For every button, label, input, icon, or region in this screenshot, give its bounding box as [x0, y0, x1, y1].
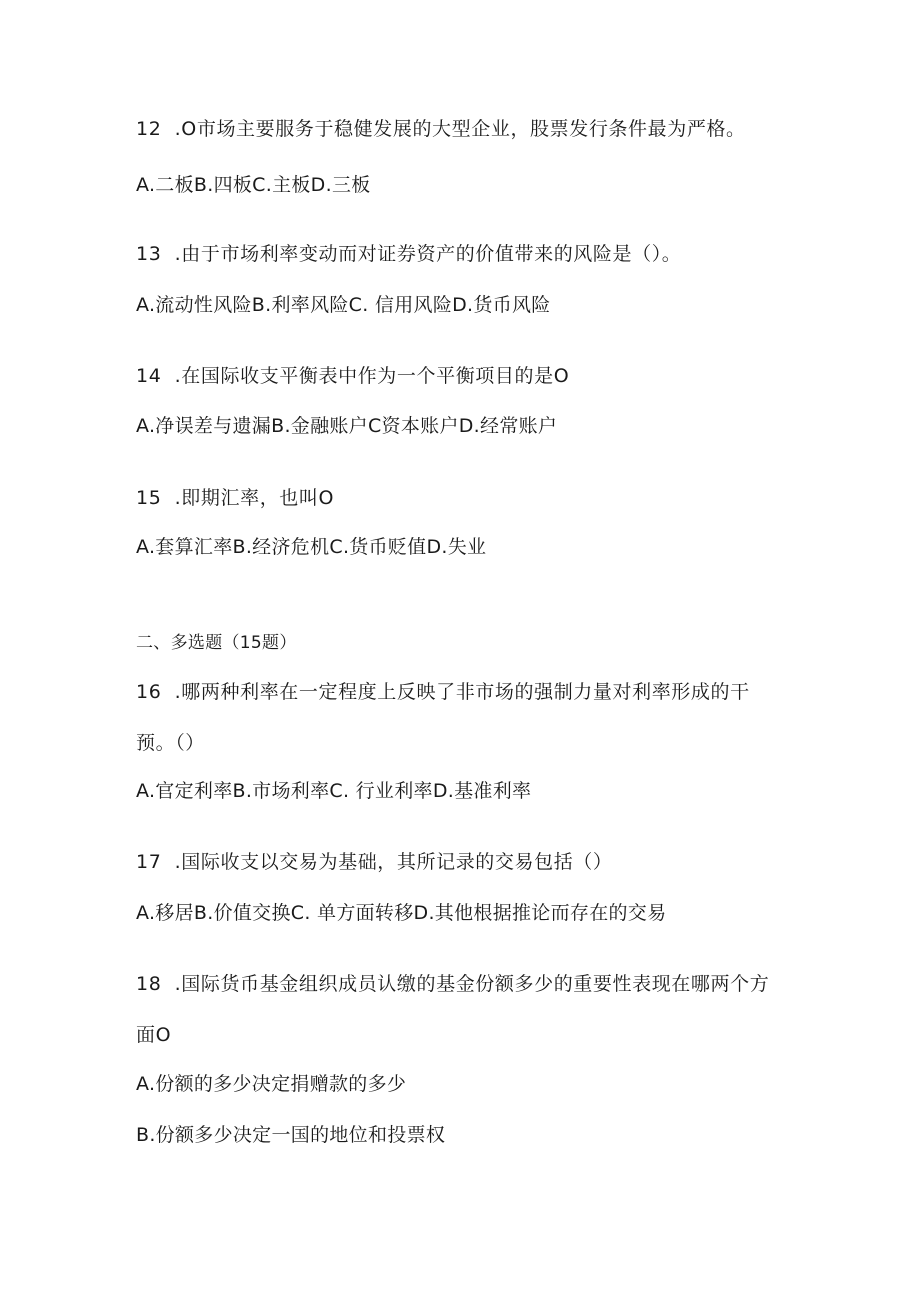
question-13-options: A.流动性风险B.利率风险C. 信用风险D.货币风险 — [136, 294, 551, 316]
question-18-option-a: A.份额的多少决定捐赠款的多少 — [136, 1073, 407, 1095]
question-12-stem: 12 .O市场主要服务于稳健发展的大型企业，股票发行条件最为严格。 — [136, 118, 746, 140]
question-14-options: A.净误差与遗漏B.金融账户C资本账户D.经常账户 — [136, 415, 558, 437]
question-13-stem: 13 .由于市场利率变动而对证券资产的价值带来的风险是（）。 — [136, 243, 682, 265]
question-12-options: A.二板B.四板C.主板D.三板 — [136, 174, 371, 196]
question-18-stem-line2: 面O — [136, 1024, 172, 1046]
question-16-stem-line1: 16 .哪两种利率在一定程度上反映了非市场的强制力量对利率形成的干 — [136, 681, 750, 703]
question-14-stem: 14 .在国际收支平衡表中作为一个平衡项目的是O — [136, 365, 570, 387]
question-17-options: A.移居B.价值交换C. 单方面转移D.其他根据推论而存在的交易 — [136, 902, 667, 924]
question-18-stem-line1: 18 .国际货币基金组织成员认缴的基金份额多少的重要性表现在哪两个方 — [136, 973, 770, 995]
question-18-option-b: B.份额多少决定一国的地位和投票权 — [136, 1124, 446, 1146]
question-16-options: A.官定利率B.市场利率C. 行业利率D.基准利率 — [136, 780, 532, 802]
section-2-title: 二、多选题（15题） — [136, 633, 297, 653]
question-15-stem: 15 .即期汇率，也叫O — [136, 487, 335, 509]
question-16-stem-line2: 预。（） — [136, 732, 205, 754]
question-15-options: A.套算汇率B.经济危机C.货币贬值D.失业 — [136, 536, 487, 558]
question-17-stem: 17 .国际收支以交易为基础，其所记录的交易包括（） — [136, 851, 613, 873]
